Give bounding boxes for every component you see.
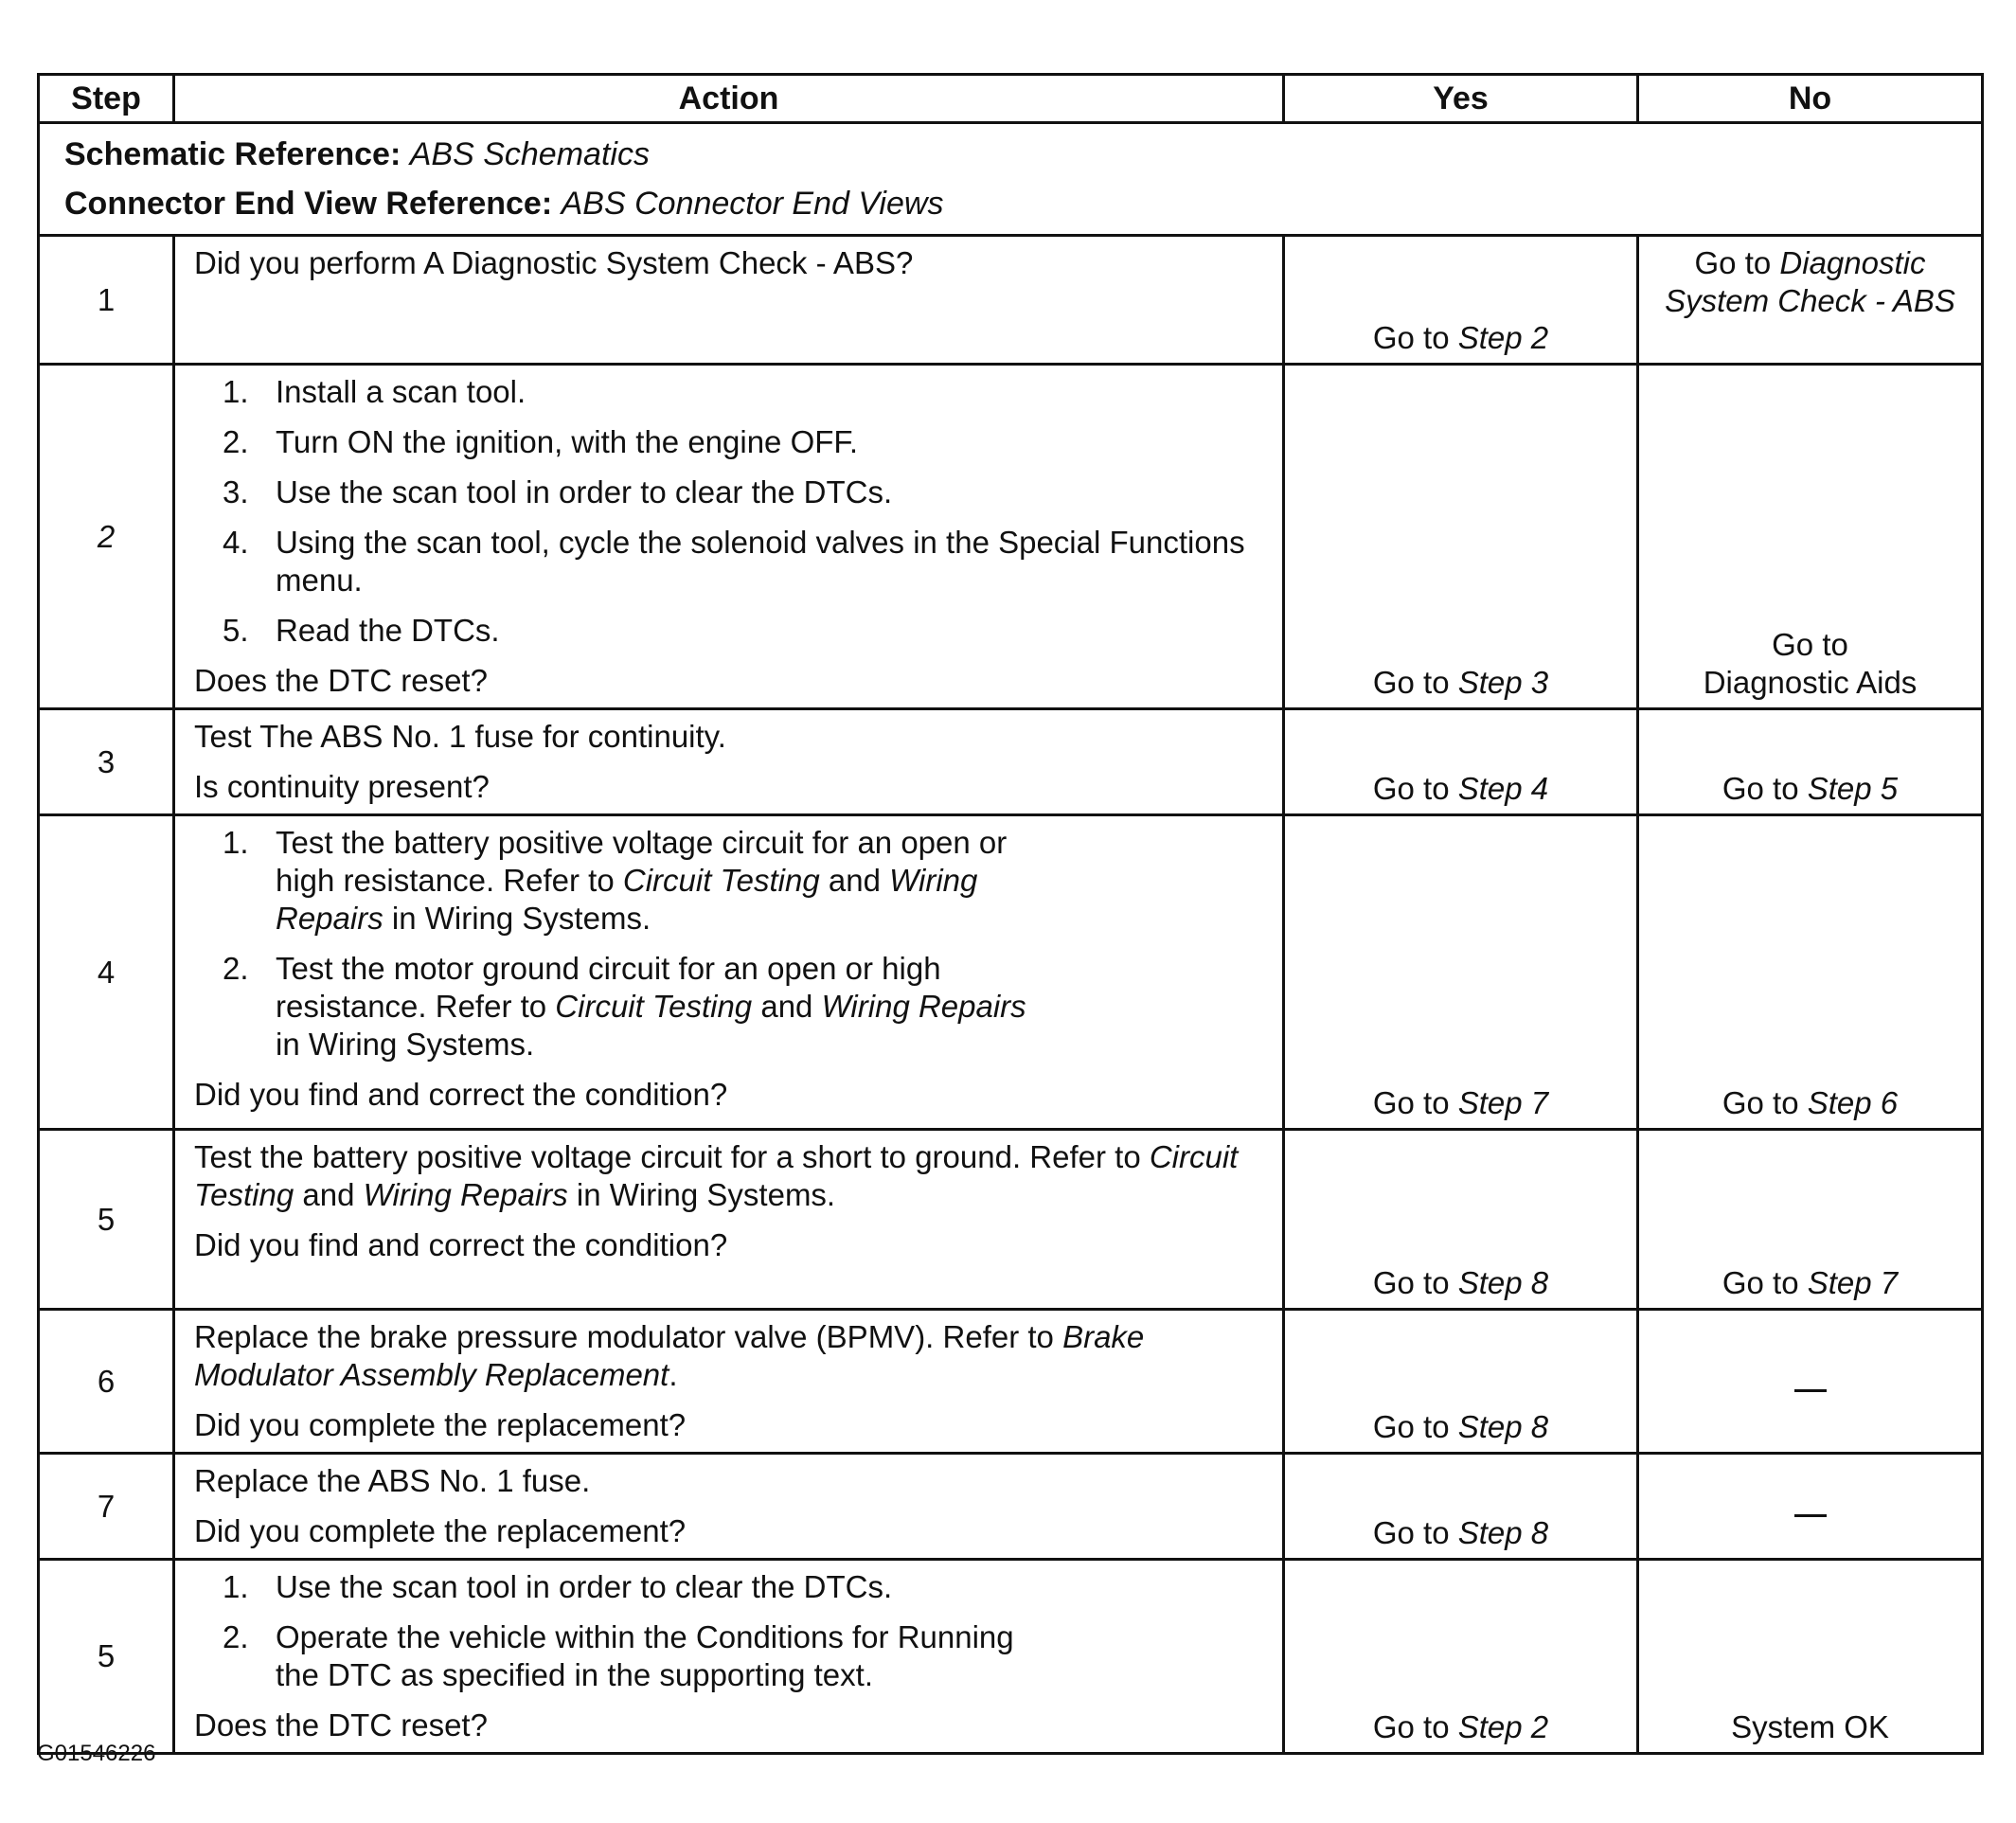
action-question: Did you complete the replacement? [194,1513,687,1548]
yes-cell [1284,365,1638,709]
header-action: Action [174,75,1284,123]
action-cell [174,1454,1284,1560]
table-row [39,815,1983,1130]
no-cell [1638,1310,1983,1454]
schematic-reference [64,130,1956,179]
step-number: 5 [39,1130,174,1310]
no-result [1639,1488,1981,1526]
list-item: 1. Test the battery positive voltage circuit for an open or high resistance. Refer to Circuit Testing and Wiring Repairs in Wiring Systems. [223,825,1008,936]
list-item: 5. Read the DTCs. [223,613,500,648]
step-number: 7 [39,1454,174,1560]
action-question: Does the DTC reset? [194,1707,488,1743]
yes-cell [1284,709,1638,815]
table-header-row [39,75,1983,123]
table-row [39,1454,1983,1560]
step-number: 1 [39,236,174,365]
table-row [39,1560,1983,1754]
header-yes: Yes [1284,75,1638,123]
yes-cell [1284,236,1638,365]
header-step: Step [39,75,174,123]
action-cell [174,236,1284,365]
yes-result[interactable]: Go to Step 8 [1372,1265,1549,1300]
action-list [194,373,1263,650]
header-no: No [1638,75,1983,123]
action-cell [174,1130,1284,1310]
no-result: System OK [1731,1709,1889,1744]
list-item: 4. Using the scan tool, cycle the solenoid valves in the Special Functions menu. [223,525,1245,598]
no-cell [1638,236,1983,365]
diagnostic-table [37,73,1984,1755]
connector-reference [64,179,1956,228]
no-cell [1638,1560,1983,1754]
connector-reference-label: Connector End View Reference: [64,186,553,222]
reference-cell [39,123,1983,236]
action-text: Test The ABS No. 1 fuse for continuity. [194,719,726,754]
action-list [194,824,1263,1063]
list-item: 2. Turn ON the ignition, with the engine OFF. [223,424,859,459]
action-question: Is continuity present? [194,769,490,804]
action-cell [174,815,1284,1130]
list-item: 3. Use the scan tool in order to clear the DTCs. [223,474,893,509]
action-question: Did you complete the replacement? [194,1407,687,1442]
step-number: 4 [39,815,174,1130]
no-result[interactable]: Go to Step 5 [1722,771,1899,806]
yes-cell [1284,1310,1638,1454]
action-cell [174,1310,1284,1454]
action-cell [174,1560,1284,1754]
dash-mark [1794,1514,1827,1517]
yes-result[interactable]: Go to Step 7 [1372,1085,1549,1120]
list-item: 1. Use the scan tool in order to clear the DTCs. [223,1569,893,1604]
action-question: Did you find and correct the condition? [194,1077,728,1112]
table-row [39,709,1983,815]
action-text: Replace the brake pressure modulator valve (BPMV). Refer to Brake Modulator Assembly Replacement. [194,1319,1145,1392]
step-number: 5 [39,1560,174,1754]
yes-result[interactable]: Go to Step 8 [1372,1409,1549,1444]
list-item: 2. Test the motor ground circuit for an open or high resistance. Refer to Circuit Testing and Wiring Repairs in Wiring Systems. [223,951,1026,1062]
action-text: Test the battery positive voltage circuit for a short to ground. Refer to Circuit Testing and Wiring Repairs in Wiring Systems. [194,1139,1239,1212]
no-result[interactable]: Go to Step 6 [1722,1085,1899,1120]
list-item: 2. Operate the vehicle within the Conditions for Running the DTC as specified in the supporting text. [223,1619,1014,1692]
action-question: Did you perform A Diagnostic System Check - ABS? [194,245,914,280]
yes-cell [1284,1130,1638,1310]
no-result[interactable]: Go to Diagnostic System Check - ABS [1665,245,1955,318]
dash-mark [1794,1389,1827,1392]
no-result[interactable]: Go to Step 7 [1722,1265,1899,1300]
schematic-reference-label: Schematic Reference: [64,136,401,172]
step-number: 2 [39,365,174,709]
yes-cell [1284,1560,1638,1754]
action-question: Did you find and correct the condition? [194,1227,728,1262]
no-cell [1638,1454,1983,1560]
yes-result[interactable]: Go to Step 3 [1372,665,1549,700]
no-cell [1638,815,1983,1130]
table-row [39,365,1983,709]
yes-result[interactable]: Go to Step 2 [1372,1709,1549,1744]
figure-id: G01546226 [37,1741,156,1766]
no-result[interactable]: Go to Diagnostic Aids [1703,627,1918,700]
no-cell [1638,1130,1983,1310]
yes-cell [1284,1454,1638,1560]
connector-reference-link[interactable]: ABS Connector End Views [561,186,944,222]
action-list [194,1568,1263,1694]
no-cell [1638,709,1983,815]
no-result [1639,1363,1981,1401]
table-row [39,236,1983,365]
action-text: Replace the ABS No. 1 fuse. [194,1463,591,1498]
yes-result[interactable]: Go to Step 8 [1372,1515,1549,1550]
no-cell [1638,365,1983,709]
step-number: 6 [39,1310,174,1454]
action-question: Does the DTC reset? [194,663,488,698]
table-row [39,1130,1983,1310]
step-number: 3 [39,709,174,815]
table-row [39,1310,1983,1454]
action-cell [174,709,1284,815]
reference-row [39,123,1983,236]
yes-result[interactable]: Go to Step 2 [1372,320,1549,355]
yes-result[interactable]: Go to Step 4 [1372,771,1549,806]
list-item: 1. Install a scan tool. [223,374,526,409]
action-cell [174,365,1284,709]
yes-cell [1284,815,1638,1130]
schematic-reference-link[interactable]: ABS Schematics [409,136,650,172]
